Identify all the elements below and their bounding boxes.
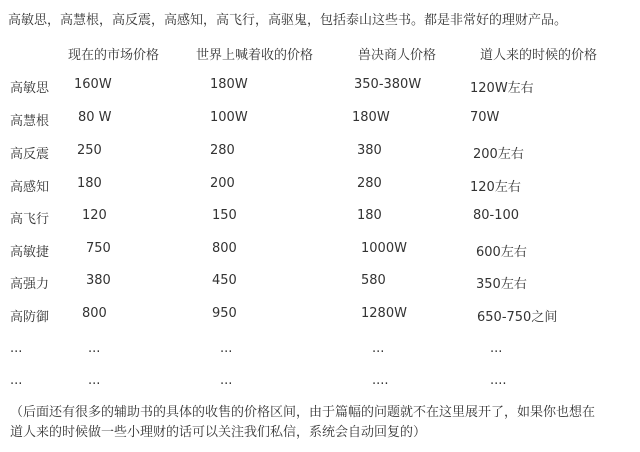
header-taoist-price: 道人来的时候的价格 (480, 48, 598, 63)
row-item-name: 高强力 (10, 277, 50, 292)
footnote (10, 403, 630, 443)
row-price-cell: 950 (212, 306, 237, 321)
table-row (0, 373, 640, 393)
row-price-cell: 350-380W (354, 77, 422, 92)
header-market-price: 现在的市场价格 (68, 48, 160, 63)
header-merchant-price: 兽决商人价格 (358, 48, 437, 63)
row-price-cell: ... (372, 341, 385, 356)
table-row (0, 143, 640, 163)
row-price-cell: 180 (77, 176, 102, 191)
row-price-cell: .... (372, 373, 389, 388)
row-price-cell: 650-750之间 (477, 310, 558, 325)
row-item-name: ... (10, 373, 23, 388)
table-row (0, 341, 640, 361)
table-row (0, 176, 640, 196)
row-price-cell: 580 (361, 273, 386, 288)
row-price-cell: 150 (212, 208, 237, 223)
row-price-cell: 280 (357, 176, 382, 191)
row-item-name: 高防御 (10, 310, 50, 325)
header-world-buy-price: 世界上喊着收的价格 (196, 48, 314, 63)
row-price-cell: 450 (212, 273, 237, 288)
row-price-cell: 80-100 (473, 208, 520, 223)
row-price-cell: ... (220, 373, 233, 388)
row-item-name: 高感知 (10, 180, 50, 195)
row-price-cell: 200 (210, 176, 235, 191)
row-price-cell: 100W (210, 110, 248, 125)
row-price-cell: 350左右 (476, 277, 527, 292)
row-price-cell: 250 (77, 143, 102, 158)
row-price-cell: 180W (210, 77, 248, 92)
row-price-cell: 380 (86, 273, 111, 288)
row-price-cell: 600左右 (476, 245, 527, 260)
row-price-cell: 120左右 (470, 180, 521, 195)
row-price-cell: 120 (82, 208, 107, 223)
table-row (0, 273, 640, 293)
table-row (0, 241, 640, 261)
row-item-name: 高敏思 (10, 81, 50, 96)
row-price-cell: .... (490, 373, 507, 388)
row-price-cell: 180W (352, 110, 390, 125)
row-price-cell: ... (220, 341, 233, 356)
row-price-cell: 750 (86, 241, 111, 256)
intro-text: 高敏思，高慧根，高反震，高感知，高飞行，高驱鬼，包括泰山这些书。都是非常好的理财产品。 (8, 13, 568, 28)
table-row (0, 77, 640, 97)
footnote-line-2: 道人来的时候做一些小理财的话可以关注我们私信，系统会自动回复的） (10, 425, 427, 440)
row-price-cell: 120W左右 (470, 81, 534, 96)
row-price-cell: 280 (210, 143, 235, 158)
row-price-cell: ... (88, 373, 101, 388)
row-price-cell: 160W (74, 77, 112, 92)
table-row (0, 306, 640, 326)
row-price-cell: 1280W (361, 306, 407, 321)
row-price-cell: ... (88, 341, 101, 356)
row-item-name: 高敏捷 (10, 245, 50, 260)
row-price-cell: 380 (357, 143, 382, 158)
table-header (0, 44, 640, 64)
row-price-cell: 180 (357, 208, 382, 223)
row-price-cell: 800 (212, 241, 237, 256)
table-row (0, 208, 640, 228)
table-row (0, 110, 640, 130)
row-item-name: ... (10, 341, 23, 356)
row-price-cell: 1000W (361, 241, 407, 256)
row-price-cell: 800 (82, 306, 107, 321)
row-item-name: 高慧根 (10, 114, 50, 129)
row-price-cell: 200左右 (473, 147, 524, 162)
row-price-cell: 70W (470, 110, 500, 125)
row-item-name: 高飞行 (10, 212, 50, 227)
footnote-line-1: （后面还有很多的辅助书的具体的收售的价格区间，由于篇幅的问题就不在这里展开了，如果你也想在 (10, 405, 596, 420)
row-item-name: 高反震 (10, 147, 50, 162)
row-price-cell: ... (490, 341, 503, 356)
row-price-cell: 80 W (78, 110, 112, 125)
